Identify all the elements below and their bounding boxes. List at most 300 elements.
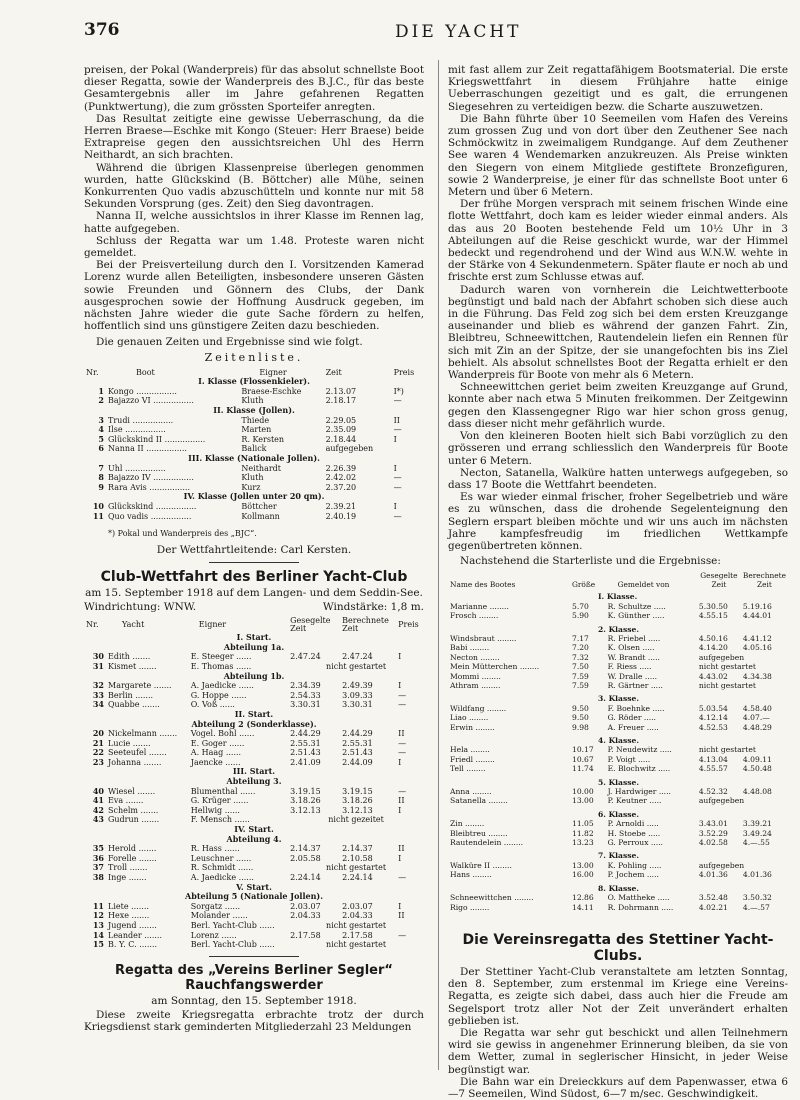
cell-groesse: 10.67 [571, 754, 594, 764]
cell-groesse: 9.50 [571, 713, 589, 723]
cell-eigner: Kluth [241, 473, 264, 483]
table-row [84, 863, 424, 873]
cell-gesegelte: 5.03.54 [698, 703, 728, 713]
cell-yacht: Gudrun ....... [108, 815, 160, 825]
paragraph: Der Stettiner Yacht-Club veranstaltete am letzten Sonntag, den 8. September, zum erstenmal im Kriege eine Vereins-Regatta, es zeigte sich dabei, dass auch hier die Freude am Segelsport trotz aller Not der Zeit unverändert erhalten geblieben ist. [448, 965, 788, 1027]
start-heading: III. Start. [232, 766, 276, 777]
paragraph: Der frühe Morgen versprach mit seinem frischen Winde eine flotte Wettfahrt, doch kam es leider wieder einmal anders. Als das aus 20 Booten bestehende Feld um 10½ Uhr in 3 Abteilungen auf die Reise geschickt wurde, war der Himmel bedeckt und regendrohend und der Wind aus W.N.W. wehte in der Stärke von 4 Sekundenmetern. Später flaute er noch ab und frischte erst zum Schlusse etwas auf. [448, 198, 788, 284]
cell-eigner: Vogel. Bohl ...... [190, 729, 255, 739]
cell-eigner: Neithardt [241, 463, 282, 473]
table-row [448, 745, 788, 754]
cell-gemeldet: F. Riess ..... [607, 662, 652, 672]
results-lead: Die genauen Zeiten und Ergebnisse sind wie folgt. [96, 336, 363, 349]
table-row [84, 435, 424, 445]
table-row [84, 787, 424, 797]
cell-nr: 4 [98, 424, 104, 435]
cell-gemeldet: J. Hardwiger ..... [607, 787, 671, 797]
paragraph: Während die übrigen Klassenpreise überlegen genommen wurden, hatte Glückskind (B. Böttcher) alle Mühe, seinen Konkurrenten Quo vadis abzuschütteln und konnte nur mit 58 Sekunden Vorsprung (ges. Zeit) den Sieg davontragen. [84, 161, 424, 211]
cell-berechnete: 2.44.09 [342, 757, 373, 767]
table-row [448, 870, 788, 879]
cell-preis: I [398, 757, 402, 767]
cell-name: Babi ........ [450, 643, 490, 653]
table-row [84, 464, 424, 474]
cell-name: Mein Mütterchen ........ [450, 662, 540, 672]
cell-boot: Bajazzo IV ................ [108, 473, 194, 483]
table-row [448, 903, 788, 912]
spacer-row [448, 912, 788, 916]
table-row [448, 713, 788, 722]
divider [209, 956, 299, 957]
class-heading: I. Klasse (Flossenkieler). [198, 376, 310, 387]
cell-preis: — [398, 786, 407, 796]
cell-zeit: 2.35.09 [325, 425, 357, 435]
column-rule [438, 60, 439, 1070]
table-row [84, 425, 424, 435]
cell-berechnete: 5.19.16 [742, 601, 772, 611]
cell-eigner: Molander ...... [190, 911, 248, 921]
table-row [84, 921, 424, 931]
start-heading: V. Start. [236, 881, 272, 892]
cell-berechnete: 4.—.55 [742, 838, 770, 848]
page-number: 376 [84, 20, 120, 40]
paragraph: Schluss der Regatta war um 1.48. Proteste waren nicht gemeldet. [84, 234, 424, 260]
cell-gesegelte: 2.05.58 [290, 853, 321, 863]
abteilung-heading-row [84, 643, 424, 653]
table-row [84, 512, 424, 522]
cell-gesegelte: 4.43.02 [698, 671, 728, 681]
cell-eigner: R. Hass ...... [190, 844, 240, 854]
cell-eigner: Kollmann [241, 511, 280, 521]
paragraph: Von den kleineren Booten hielt sich Babi vorzüglich zu den grösseren und errang schliesslich den Wanderpreis für Boote unter 6 Metern. [448, 430, 788, 467]
abteilung-heading: Abteilung 2 (Sonderklasse). [191, 718, 317, 729]
cell-name: Erwin ........ [450, 722, 495, 732]
cell-preis: II [398, 729, 405, 739]
cell-berechnete: 3.09.33 [342, 690, 373, 700]
cell-boot: Nanna II ................ [108, 444, 187, 454]
paragraph: Necton, Satanella, Walküre hatten unterwegs aufgegeben, so dass 17 Boote die Wettfahrt beendeten. [448, 466, 788, 491]
section-subtitle: am Sonntag, den 15. September 1918. [151, 994, 357, 1007]
cell-nr: 10 [92, 500, 104, 511]
cell-yacht: Berlin ....... [108, 690, 154, 700]
table-header-row [84, 617, 424, 633]
paragraph: Diese zweite Kriegsregatta erbrachte trotz der durch Kriegsdienst stark geminderten Mitgliederzahl 23 Meldungen [84, 1008, 424, 1033]
cell-nr: 12 [92, 910, 104, 921]
cell-status: nicht gestartet [326, 863, 387, 873]
cell-gemeldet: A. Freuer ..... [607, 722, 659, 732]
cell-gemeldet: W. Brandt ..... [607, 652, 660, 662]
start-heading: I. Start. [236, 632, 272, 643]
class-heading: 6. Klasse. [598, 809, 640, 819]
col-yacht: Yacht [122, 620, 145, 630]
table-row [448, 662, 788, 671]
table-row [84, 416, 424, 426]
cell-gesegelte: 5.30.50 [698, 601, 728, 611]
col-eigner: Eigner [198, 620, 227, 630]
cell-nr: 14 [92, 929, 104, 940]
cell-gesegelte: 2.47.24 [290, 652, 321, 662]
abteilung-heading-row [84, 892, 424, 902]
cell-gesegelte: 3.12.13 [290, 805, 321, 815]
cell-boot: Trudi ................ [108, 415, 174, 425]
cell-preis: II [398, 796, 405, 806]
cell-berechnete: 2.51.43 [342, 748, 373, 758]
cell-status: aufgegeben [698, 652, 745, 662]
table-row [448, 796, 788, 805]
zeitenliste-heading: Zeitenliste. [204, 350, 304, 364]
table-row [448, 764, 788, 773]
cell-berechnete: 4.09.11 [742, 754, 772, 764]
cell-gesegelte: 2.34.39 [290, 681, 321, 691]
cell-status: aufgegeben [698, 860, 745, 870]
cell-yacht: Hexe ....... [108, 911, 150, 921]
cell-berechnete: 4.01.36 [742, 870, 772, 880]
cell-nr: 8 [98, 472, 104, 483]
col-berechnete: Berechnete Zeit [742, 571, 786, 590]
cell-gesegelte: 3.30.31 [290, 700, 321, 710]
cell-gemeldet: K. Olsen ..... [607, 643, 655, 653]
table-row [84, 729, 424, 739]
table-row [84, 806, 424, 816]
cell-gesegelte: 4.12.14 [698, 713, 728, 723]
cell-preis: — [393, 482, 402, 492]
cell-gesegelte: 4.55.57 [698, 764, 728, 774]
cell-boot: Kongo ................ [108, 386, 177, 396]
cell-status: nicht gestartet [698, 662, 756, 672]
cell-eigner: Sorgatz ...... [190, 901, 241, 911]
cell-berechnete: 3.12.13 [342, 805, 373, 815]
paragraph: Bei der Preisverteilung durch den I. Vorsitzenden Kamerad Lorenz wurde allen Beteiligten, insbesondere unseren Gästen sowie Freunden und Gönnern des Clubs, der Dank ausgesprochen sowie der Hoffnung Ausdruck gegeben, im nächsten Jahre wieder die gute Sache fördern zu helfen, hoffentlich sind uns günstigere Zeiten dazu beschieden. [84, 259, 424, 333]
signature-line: Der Wettfahrtleitende: Carl Kersten. [156, 544, 352, 557]
cell-nr: 43 [92, 814, 104, 825]
table-row [84, 931, 424, 941]
cell-groesse: 14.11 [571, 902, 594, 912]
cell-preis: I [393, 501, 397, 511]
class-heading-row [448, 778, 788, 787]
abteilung-heading-row [84, 672, 424, 682]
starterliste-body [448, 592, 788, 916]
cell-gesegelte: 4.02.21 [698, 902, 728, 912]
cell-nr: 21 [92, 737, 104, 748]
page-header [0, 0, 800, 44]
cell-eigner: Kluth [241, 396, 264, 406]
table-row [84, 854, 424, 864]
abteilung-heading-row [84, 720, 424, 730]
cell-yacht: Nickelmann ....... [108, 729, 178, 739]
cell-gesegelte: 2.14.37 [290, 844, 321, 854]
cell-preis: — [393, 425, 402, 435]
cell-nr: 5 [98, 433, 104, 444]
section-title: Club-Wettfahrt des Berliner Yacht-Club [100, 569, 408, 586]
cell-berechnete: 4.34.38 [742, 671, 772, 681]
cell-name: Marianne ........ [450, 601, 509, 611]
zeitenliste-body [84, 377, 424, 521]
col-nr: Nr. [86, 620, 99, 630]
cell-boot: Quo vadis ................ [108, 511, 192, 521]
cell-name: Athram ........ [450, 680, 501, 690]
table-row [448, 838, 788, 847]
cell-preis [392, 444, 424, 454]
col-name: Name des Bootes [450, 580, 516, 590]
cell-nr: 35 [92, 843, 104, 854]
journal-title: DIE YACHT [395, 22, 522, 42]
table-row [448, 787, 788, 796]
table-row [84, 844, 424, 854]
cell-preis: I [398, 681, 402, 691]
class-heading: I. Klasse. [598, 592, 638, 602]
club-wettfahrt-body [84, 633, 424, 950]
cell-berechnete: 4.44.01 [742, 611, 772, 621]
cell-preis: — [393, 396, 402, 406]
cell-boot: Glückskind II ................ [108, 434, 206, 444]
spacer-cell [448, 912, 788, 916]
cell-gemeldet: R. Gärtner ..... [607, 680, 663, 690]
table-row [84, 940, 424, 950]
cell-yacht: Seeteufel ....... [108, 748, 167, 758]
cell-name: Satanella ........ [450, 796, 508, 806]
cell-groesse: 7.59 [571, 680, 589, 690]
cell-nr: 23 [92, 756, 104, 767]
cell-berechnete: 4.48.29 [742, 722, 772, 732]
class-heading-row [448, 625, 788, 634]
cell-preis: — [398, 690, 407, 700]
cell-preis: I [398, 901, 402, 911]
cell-nr: 31 [92, 660, 104, 671]
cell-preis: I [393, 463, 397, 473]
cell-preis: I [398, 805, 402, 815]
cell-berechnete: 4.05.16 [742, 643, 772, 653]
cell-berechnete: 4.48.08 [742, 787, 772, 797]
cell-boot: Rara Avis ................ [108, 482, 190, 492]
cell-gesegelte: 2.54.33 [290, 690, 321, 700]
cell-yacht: Inge ....... [108, 873, 147, 883]
cell-nr: 38 [92, 872, 104, 883]
cell-gesegelte: 3.52.48 [698, 893, 728, 903]
cell-zeit: 2.18.44 [325, 434, 357, 444]
cell-yacht: Forelle ....... [108, 853, 157, 863]
cell-preis: II [393, 415, 400, 425]
cell-groesse: 7.59 [571, 671, 589, 681]
cell-eigner: O. Voß ...... [190, 700, 235, 710]
cell-gemeldet: E. Blochwitz ..... [607, 764, 671, 774]
cell-preis: — [398, 748, 407, 758]
cell-preis: — [398, 738, 407, 748]
abteilung-heading-row [84, 777, 424, 787]
cell-yacht: Kismet ....... [108, 661, 157, 671]
table-row [84, 796, 424, 806]
cell-eigner: Kurz [241, 482, 261, 492]
table-row [448, 643, 788, 652]
cell-gesegelte: 4.50.16 [698, 633, 728, 643]
cell-berechnete: 2.14.37 [342, 844, 373, 854]
cell-nr: 22 [92, 747, 104, 758]
cell-gesegelte: 4.13.04 [698, 754, 728, 764]
table-row [448, 704, 788, 713]
cell-name: Zin ........ [450, 819, 485, 829]
cell-yacht: Jugend ....... [108, 920, 157, 930]
cell-gesegelte: 2.03.07 [290, 901, 321, 911]
divider [209, 562, 299, 563]
cell-zeit: 2.13.07 [325, 386, 357, 396]
cell-gemeldet: P. Neudewitz ..... [607, 745, 672, 755]
cell-groesse: 12.86 [571, 893, 594, 903]
cell-groesse: 16.00 [571, 870, 594, 880]
abteilung-heading: Abteilung 4. [226, 833, 282, 844]
cell-eigner: Marten [241, 425, 272, 435]
cell-groesse: 5.70 [571, 601, 589, 611]
cell-preis: — [393, 473, 402, 483]
table-row [448, 602, 788, 611]
cell-gemeldet: H. Stoebe ..... [607, 828, 661, 838]
cell-yacht: Leander ....... [108, 930, 162, 940]
starterliste-table [448, 571, 788, 916]
cell-gemeldet: R. Dohrmann ..... [607, 902, 674, 912]
cell-groesse: 7.20 [571, 643, 589, 653]
cell-preis: I [398, 853, 402, 863]
cell-nr: 30 [92, 651, 104, 662]
class-heading: III. Klasse (Nationale Jollen). [188, 453, 320, 464]
cell-gemeldet: R. Friebel ..... [607, 633, 661, 643]
paragraph: Die Bahn war ein Dreieckkurs auf dem Papenwasser, etwa 6—7 Seemeilen, Wind Südost, 6—7 m/sec. Geschwindigkeit. [448, 1075, 788, 1100]
col-gesegelte: Gesegelte Zeit [700, 571, 738, 590]
cell-gemeldet: R. Schultze ..... [607, 601, 666, 611]
table-row [448, 829, 788, 838]
cell-eigner: Balick [241, 444, 267, 454]
class-heading-row [448, 810, 788, 819]
cell-berechnete: 3.19.15 [342, 786, 373, 796]
cell-gesegelte: 3.18.26 [290, 796, 321, 806]
cell-name: Bleibtreu ........ [450, 828, 508, 838]
class-heading: 7. Klasse. [598, 851, 640, 861]
col-eigner: Eigner [259, 367, 287, 377]
cell-berechnete: 3.30.31 [342, 700, 373, 710]
cell-name: Friedl ........ [450, 754, 495, 764]
col-gemeldet: Gemeldet von [617, 580, 670, 590]
cell-nr: 15 [92, 939, 104, 950]
cell-boot: Glückskind ................ [108, 501, 197, 511]
col-preis: Preis [393, 367, 415, 377]
cell-preis: I [393, 434, 397, 444]
cell-groesse: 7.17 [571, 633, 589, 643]
cell-zeit: aufgegeben [325, 444, 374, 454]
cell-berechnete: 2.24.14 [342, 873, 373, 883]
cell-name: Anna ........ [450, 787, 492, 797]
class-heading-row [448, 884, 788, 893]
table-row [448, 819, 788, 828]
start-heading: II. Start. [234, 708, 274, 719]
cell-nr: 6 [98, 443, 104, 454]
cell-name: Wildfang ........ [450, 703, 507, 713]
abteilung-heading: Abteilung 3. [226, 776, 282, 787]
cell-nr: 9 [98, 481, 104, 492]
cell-gesegelte: 4.14.20 [698, 643, 728, 653]
cell-name: Liao ........ [450, 713, 489, 723]
cell-name: Schneewittchen ........ [450, 893, 534, 903]
paragraph: Schneewittchen geriet beim zweiten Kreuzgange auf Grund, konnte aber nach etwa 5 Minuten freikommen. Der Zeitgewinn gegen den Klassengegner Rigo war hier schon gross genug, dass dieser nicht mehr gefährlich wurde. [448, 381, 788, 430]
cell-nr: 13 [92, 919, 104, 930]
paragraph: Nanna II, welche aussichtslos in ihrer Klasse im Rennen lag, hatte aufgegeben. [84, 210, 424, 235]
cell-name: Hans ........ [450, 870, 492, 880]
class-heading: 5. Klasse. [598, 777, 640, 787]
cell-berechnete: 2.10.58 [342, 853, 373, 863]
paragraph: Nachstehend die Starterliste und die Ergebnisse: [460, 555, 721, 568]
class-heading-row [84, 377, 424, 387]
class-heading-row [84, 406, 424, 416]
cell-yacht: Lucie ....... [108, 738, 151, 748]
cell-berechnete: 4.—.57 [742, 902, 770, 912]
cell-eigner: Thiede [241, 415, 270, 425]
cell-eigner: Blumenthal ...... [190, 786, 256, 796]
col-boot: Boot [136, 367, 155, 377]
cell-gemeldet: K. Pohling ..... [607, 860, 662, 870]
cell-nr: 11 [92, 510, 104, 521]
cell-nr: 34 [92, 699, 104, 710]
cell-gesegelte: 2.41.09 [290, 757, 321, 767]
cell-name: Tell ........ [450, 764, 486, 774]
cell-zeit: 2.40.19 [325, 511, 357, 521]
cell-groesse: 9.98 [571, 722, 589, 732]
cell-zeit: 2.39.21 [325, 501, 357, 511]
table-row [84, 681, 424, 691]
cell-eigner: E. Goger ...... [190, 738, 245, 748]
cell-berechnete: 2.49.39 [342, 681, 373, 691]
cell-groesse: 13.23 [571, 838, 594, 848]
cell-eigner: Braese-Eschke [241, 386, 302, 396]
table-row [84, 387, 424, 397]
class-heading: 8. Klasse. [598, 883, 640, 893]
cell-name: Walküre II ........ [450, 860, 512, 870]
col-berechnete: Berechnete Zeit [342, 616, 389, 634]
cell-nr: 32 [92, 680, 104, 691]
cell-yacht: Eva ....... [108, 796, 144, 806]
cell-boot: Ilse ................ [108, 425, 166, 435]
cell-eigner: Berl. Yacht-Club ...... [190, 920, 275, 930]
cell-gemeldet: K. Günther ..... [607, 611, 665, 621]
cell-groesse: 7.32 [571, 652, 589, 662]
cell-eigner: R. Kersten [241, 434, 285, 444]
paragraph: Es war wieder einmal frischer, froher Segelbetrieb und wäre es zu wünschen, dass die drohende Segelenteignung den Seglern erspart bleiben möchte und wir uns auch im nächsten Jahre kampfesfreudig im friedlichen Wettkampfe gegenübertreten können. [448, 491, 788, 552]
cell-yacht: Herold ....... [108, 844, 157, 854]
wind-info [84, 601, 424, 613]
table-row [448, 861, 788, 870]
cell-nr: 3 [98, 414, 104, 425]
cell-eigner: Hellwig ...... [190, 805, 240, 815]
cell-gesegelte: 2.44.29 [290, 729, 321, 739]
class-heading-row [448, 694, 788, 703]
cell-nr: 40 [92, 785, 104, 796]
col-gesegelte: Gesegelte Zeit [290, 616, 331, 634]
footnote: *) Pokal und Wanderpreis des „BJC“. [108, 529, 257, 539]
cell-gesegelte: 4.52.53 [698, 722, 728, 732]
class-heading-row [84, 454, 424, 464]
table-row [84, 502, 424, 512]
class-heading-row [448, 851, 788, 860]
cell-groesse: 7.50 [571, 662, 589, 672]
cell-eigner: A. Jaedicke ...... [190, 681, 254, 691]
cell-preis: I [398, 652, 402, 662]
cell-eigner: A. Jaedicke ...... [190, 873, 254, 883]
cell-gesegelte: 3.19.15 [290, 786, 321, 796]
cell-berechnete: 3.39.21 [742, 819, 772, 829]
cell-yacht: Schelm ....... [108, 805, 159, 815]
cell-groesse: 9.50 [571, 703, 589, 713]
cell-gemeldet: P. Keutner ..... [607, 796, 662, 806]
table-row [448, 681, 788, 690]
cell-preis: II [398, 911, 405, 921]
wind-direction: Windrichtung: WNW. [84, 601, 197, 614]
section-title: Regatta des „Vereins Berliner Segler“ Rauchfangswerder [115, 962, 393, 993]
cell-nr: 1 [98, 385, 104, 396]
cell-gemeldet: F. Boehnke ..... [607, 703, 665, 713]
